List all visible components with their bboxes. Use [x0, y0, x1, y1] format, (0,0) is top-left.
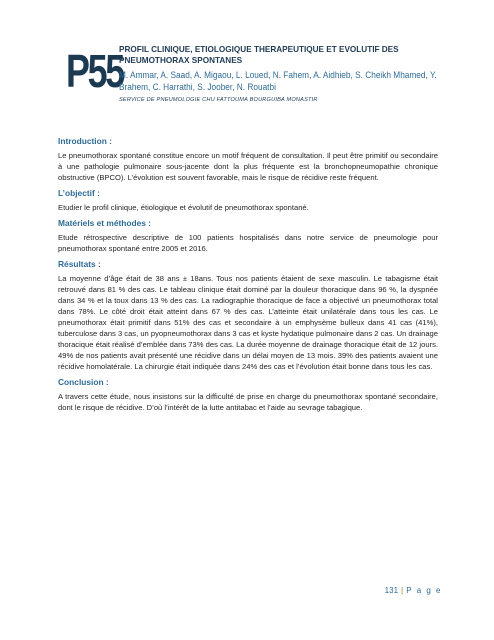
section-text: Etude rétrospective descriptive de 100 patients hospitalisés dans notre service de pneumologie pour pneumothorax spontané entre 2005 et 2016.: [58, 233, 438, 253]
section-heading: L’objectif :: [58, 188, 100, 198]
section-methods: [58, 218, 438, 254]
section-text: La moyenne d’âge était de 38 ans ± 18ans. Tous nos patients étaient de sexe masculin. Le tabagisme était retrouvé dans 81 % des cas. Le tableau clinique était dominé par la douleur thoracique dans 96 %, la dyspnée dans 34 % et la toux dans 13 % des cas. La radiographie thoracique de face a objectivé un pneumothorax total dans 78%. Le côté droit était atteint dans 67 % des cas. L’atteinte était unilatérale dans tous les cas. Le pneumothorax était primitif dans 51% des cas et secondaire à un emphysème bulleux dans 41 cas (41%), tuberculose dans 3 cas, un pyopneumothorax dans 3 cas et kyste hydatique pulmonaire dans 2 cas. Un drainage thoracique était réalisé d’emblée dans 73% des cas. La durée moyenne de drainage thoracique était de 12 jours. 49% de nos patients avait présenté une récidive dans un délai moyen de 13 mois. 39% des patients avaient une récidive homolatérale. La chirurgie était indiquée dans 24% des cas et l’évolution était bonne dans tous les cas.: [58, 274, 438, 371]
section-text: Le pneumothorax spontané constitue encore un motif fréquent de consultation. Il peut être primitif ou secondaire à une pathologie pulmonaire sous-jacente dont la plus fréquente est la bronchopneumopathie chronique obstructive (BPCO). L’évolution est souvent favorable, mais le risque de récidive reste fréquent.: [58, 151, 438, 182]
section-introduction: [58, 136, 438, 183]
abstract-code: P55: [66, 45, 123, 97]
page-number: 131: [384, 586, 399, 595]
abstract-body: [58, 136, 438, 418]
section-objective: [58, 188, 438, 213]
affiliation: SERVICE DE PNEUMOLOGIE CHU FATTOUMA BOURGUIBA MONASTIR: [119, 97, 318, 103]
section-conclusion: [58, 377, 438, 413]
section-results: [58, 259, 438, 372]
author-list: M. Ammar, A. Saad, A. Migaou, L. Loued, N. Fahem, A. Aidhieb, S. Cheikh Mhamed, Y. Brahem, C. Harrathi, S. Joober, N. Rouatbi: [119, 70, 437, 92]
section-heading: Matériels et méthodes :: [58, 218, 152, 228]
section-text: A travers cette étude, nous insistons sur la difficulté de prise en charge du pneumothorax spontané secondaire, dont le risque de récidive. D’où l’intérêt de la lutte antitabac et l’aide au sevrage tabagique.: [58, 392, 438, 412]
section-heading: Introduction :: [58, 136, 112, 146]
page-label: P a g e: [406, 586, 442, 595]
abstract-header: [119, 44, 459, 103]
abstract-title: PROFIL CLINIQUE, ETIOLOGIQUE THERAPEUTIQUE ET EVOLUTIF DES PNEUMOTHORAX SPONTANES: [119, 45, 399, 65]
page-footer: [385, 586, 442, 595]
section-heading: Résultats :: [58, 259, 101, 269]
footer-separator: |: [401, 586, 404, 595]
section-heading: Conclusion :: [58, 377, 109, 387]
section-text: Etudier le profil clinique, étiologique et évolutif de pneumothorax spontané.: [58, 203, 309, 212]
